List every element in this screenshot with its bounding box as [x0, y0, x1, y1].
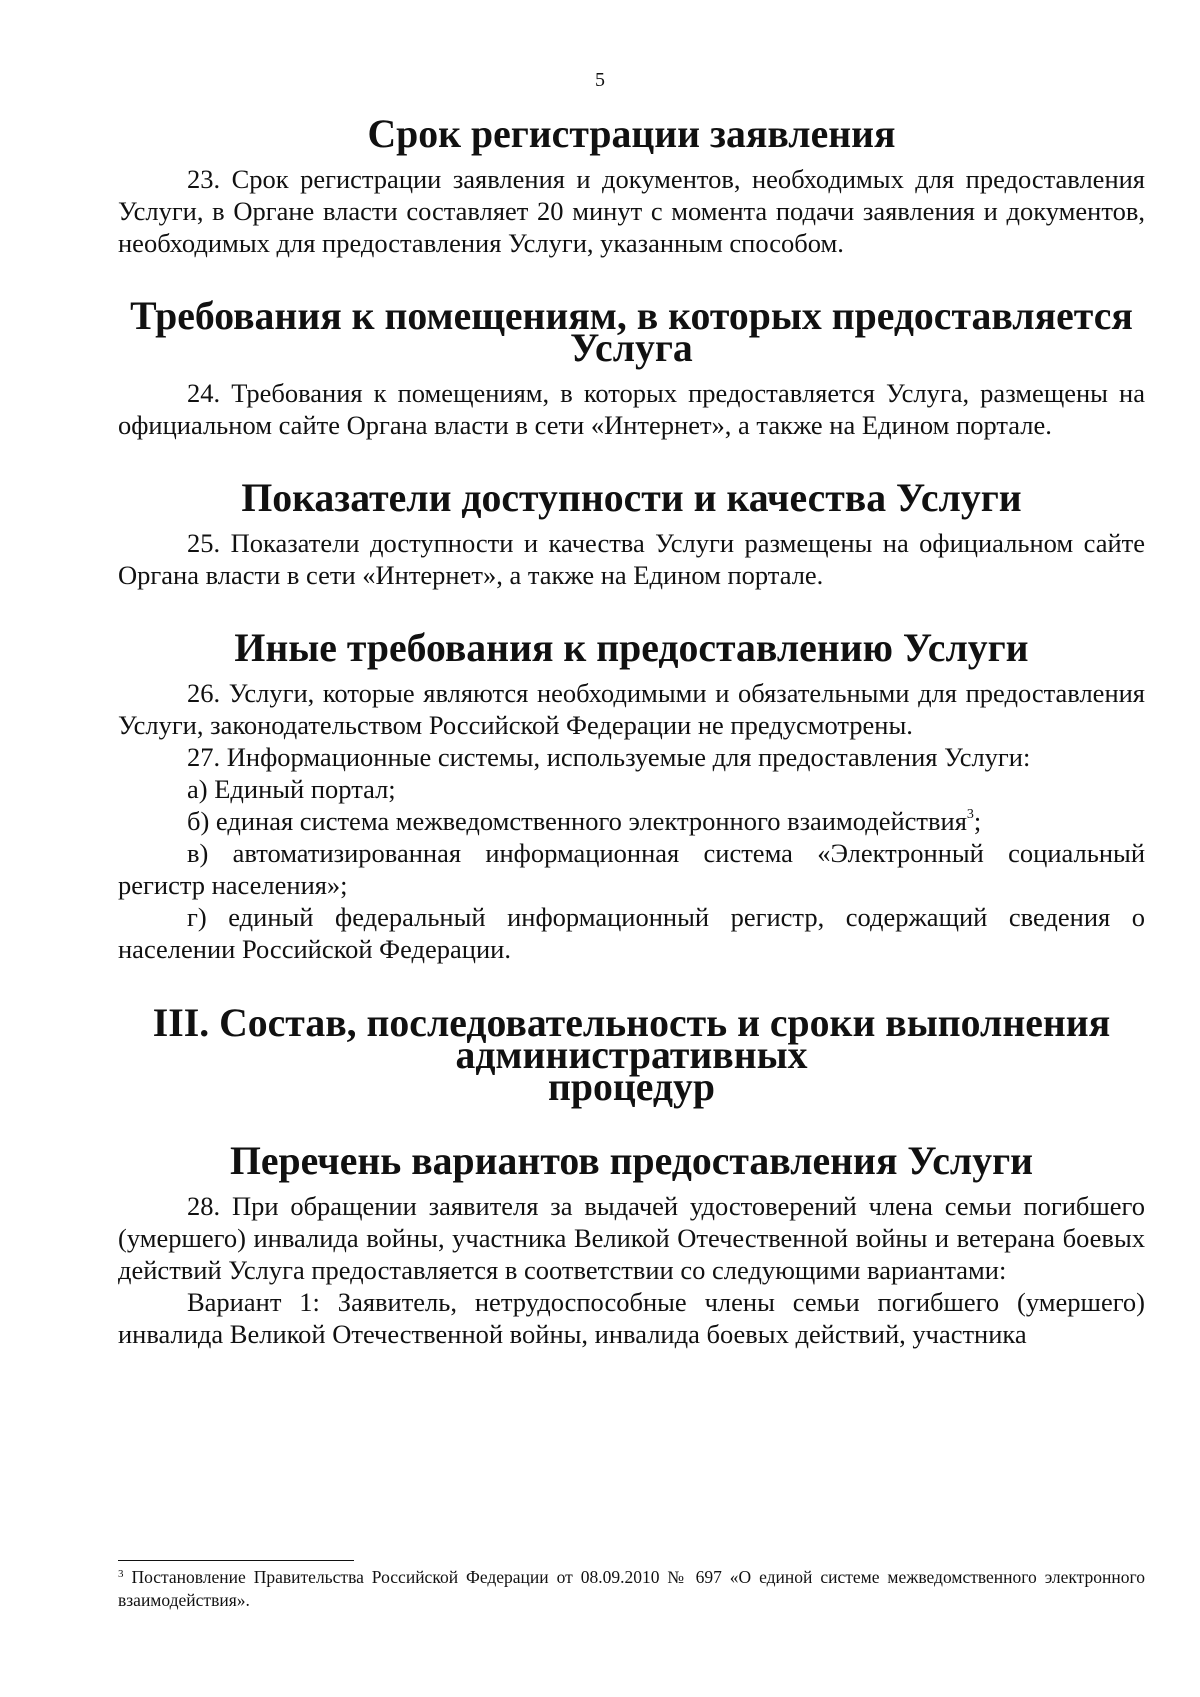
section-heading-quality: Показатели доступности и качества Услуги [241, 476, 1022, 520]
section-heading-other-requirements: Иные требования к предоставлению Услуги [234, 626, 1029, 670]
chapter-heading-line2: процедур [548, 1065, 715, 1109]
footnote-ref-3: 3 [966, 807, 974, 822]
paragraph-23: 23. Срок регистрации заявления и документов, необходимых для предоставления Услуги, в Органе власти составляет 20 минут с момента подачи заявления и документов, необходимых для предоставления Услуги, указанным способом. [118, 164, 1145, 258]
footnote-number: 3 [118, 1568, 124, 1580]
list-item-b [118, 805, 1145, 837]
list-item-b-text: б) единая система межведомственного электронного взаимодействия [187, 806, 967, 836]
footnote-3 [118, 1566, 1145, 1612]
variant-1: Вариант 1: Заявитель, нетрудоспособные члены семьи погибшего (умершего) инвалида Великой Отечественной войны, инвалида боевых действий, участника [118, 1287, 1145, 1349]
paragraph-24: 24. Требования к помещениям, в которых предоставляется Услуга, размещены на официальном сайте Органа власти в сети «Интернет», а также на Едином портале. [118, 378, 1145, 440]
paragraph-25: 25. Показатели доступности и качества Услуги размещены на официальном сайте Органа власти в сети «Интернет», а также на Едином портале. [118, 528, 1145, 590]
list-item-a: а) Единый портал; [187, 774, 396, 804]
paragraph-26: 26. Услуги, которые являются необходимыми и обязательными для предоставления Услуги, законодательством Российской Федерации не предусмотрены. [118, 678, 1145, 740]
chapter-heading-line1: III. Состав, последовательность и сроки выполнения административных [152, 1001, 1111, 1077]
section-heading-premises: Требования к помещениям, в которых предоставляется Услуга [130, 294, 1133, 370]
list-item-g: г) единый федеральный информационный регистр, содержащий сведения о населении Российской Федерации. [118, 902, 1145, 964]
page-number: 5 [595, 69, 605, 91]
list-item-v: в) автоматизированная информационная система «Электронный социальный регистр населения»; [118, 838, 1145, 900]
paragraph-28: 28. При обращении заявителя за выдачей удостоверений члена семьи погибшего (умершего) инвалида войны, участника Великой Отечественной войны и ветерана боевых действий Услуга предоставляется в соответствии со следующими вариантами: [118, 1191, 1145, 1285]
list-item-b-end: ; [973, 806, 982, 836]
document-body [118, 112, 1145, 1350]
footnote-separator [118, 1560, 354, 1561]
paragraph-27: 27. Информационные системы, используемые для предоставления Услуги: [187, 742, 1031, 772]
section-heading-registration: Срок регистрации заявления [367, 112, 896, 156]
section-heading-variants: Перечень вариантов предоставления Услуги [229, 1139, 1034, 1183]
chapter-heading-iii [118, 1001, 1145, 1109]
footnote-text: Постановление Правительства Российской Федерации от 08.09.2010 № 697 «О единой системе межведомственного электронного взаимодействия». [118, 1567, 1145, 1610]
